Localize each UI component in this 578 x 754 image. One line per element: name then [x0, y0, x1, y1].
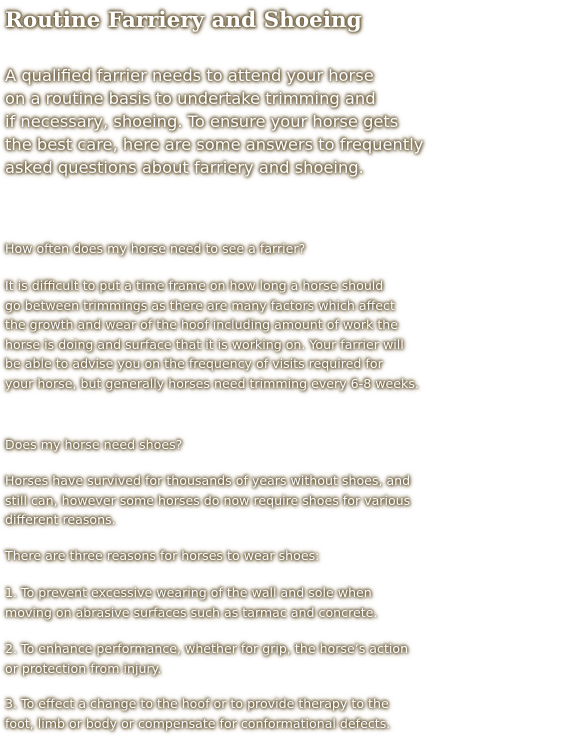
intro-paragraph	[5, 64, 423, 179]
answer-line: horse is doing and surface that it is working on. Your farrier will	[5, 336, 404, 352]
intro-line: A qualified farrier needs to attend your horse	[5, 66, 374, 85]
intro-line: on a routine basis to undertake trimming and	[5, 89, 376, 108]
question-heading-shoes	[5, 435, 182, 455]
question-text: Does my horse need shoes?	[5, 437, 183, 452]
reason-line: moving on abrasive surfaces such as tarmac and concrete.	[5, 604, 378, 620]
answer-line: It is difficult to put a time frame on how long a horse should	[5, 278, 384, 293]
reason-line: or protection from injury.	[5, 660, 162, 676]
question-text: How often does my horse need to see a farrier?	[5, 241, 306, 256]
reason-line: 3. To effect a change to the hoof or to provide therapy to the	[5, 696, 389, 711]
answer-line: your horse, but generally horses need trimming every 6-8 weeks.	[5, 375, 419, 391]
intro-line: the best care, here are some answers to frequently	[5, 135, 424, 154]
reason-line: foot, limb or body or compensate for conformational defects.	[5, 715, 391, 731]
reason-item-2	[5, 639, 408, 678]
reason-item-1	[5, 583, 377, 622]
answer-line: still can, however some horses do now require shoes for various	[5, 492, 411, 508]
intro-line: asked questions about farriery and shoeing.	[5, 158, 364, 177]
answer-line: different reasons.	[5, 512, 116, 527]
intro-line: if necessary, shoeing. To ensure your horse gets	[5, 112, 399, 131]
reason-line: 1. To prevent excessive wearing of the wall and sole when	[5, 585, 372, 600]
answer-line: be able to advise you on the frequency of visits required for	[5, 356, 383, 371]
reason-line: 2. To enhance performance, whether for grip, the horse’s action	[5, 641, 409, 656]
answer-farrier-frequency	[5, 276, 419, 393]
answer-line: go between trimmings as there are many factors which affect	[5, 297, 395, 313]
question-heading-farrier-frequency	[5, 239, 305, 259]
reason-item-3	[5, 694, 390, 733]
reasons-intro	[5, 546, 319, 566]
answer-line: the growth and wear of the hoof including amount of work the	[5, 317, 399, 332]
answer-line: Horses have survived for thousands of years without shoes, and	[5, 473, 411, 488]
reasons-intro-text: There are three reasons for horses to wear shoes:	[5, 548, 320, 563]
answer-shoes	[5, 471, 410, 530]
page-title: Routine Farriery and Shoeing	[5, 8, 362, 33]
